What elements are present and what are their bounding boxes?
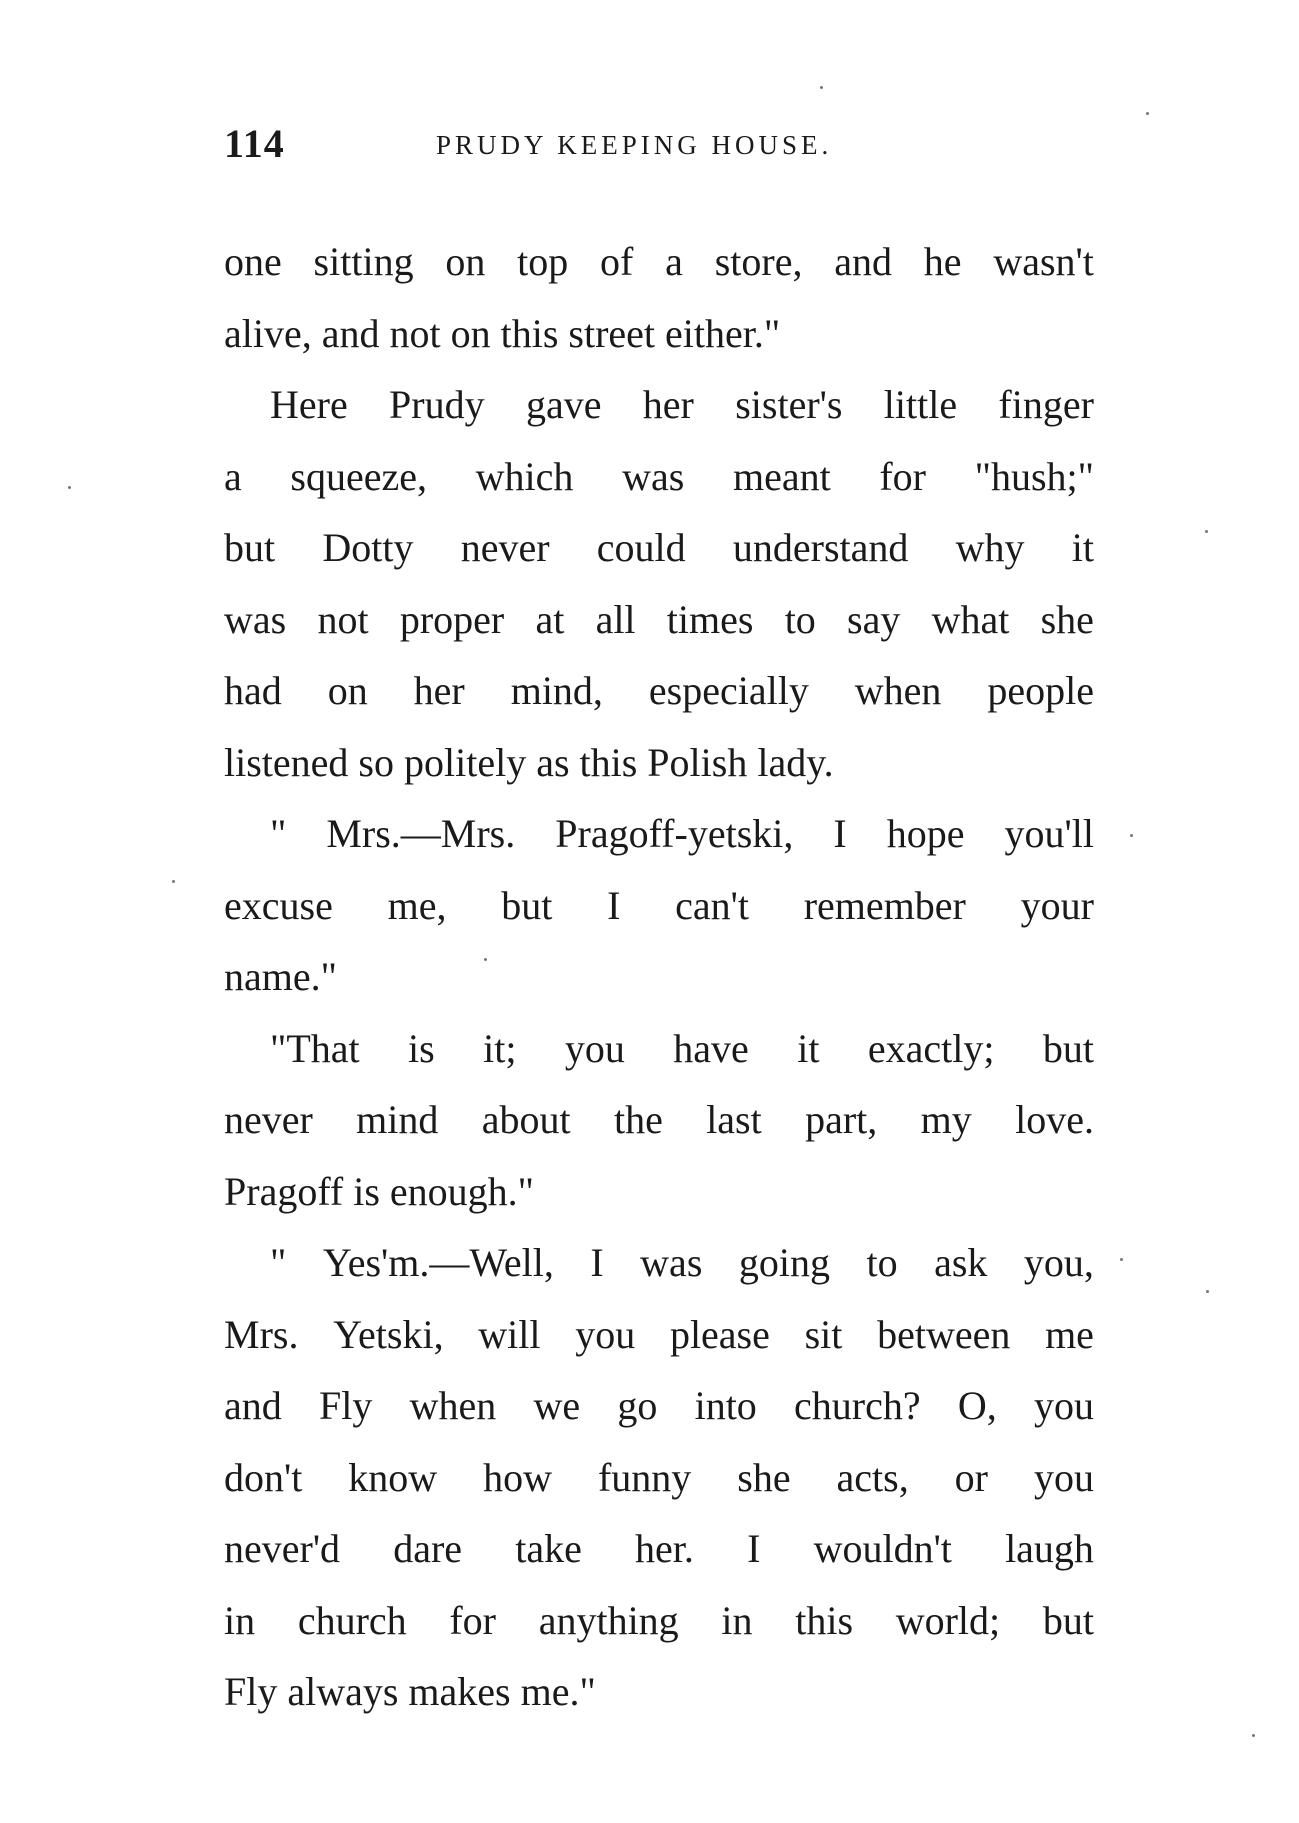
text-line: listened so politely as this Polish lady. — [224, 739, 834, 785]
scan-speck — [1206, 1290, 1209, 1293]
text-line: Mrs. Yetski, will you please sit between me — [224, 1311, 1094, 1357]
scan-speck — [1130, 834, 1133, 837]
text-line: excuse me, but I can't remember your — [224, 882, 1094, 928]
text-line: never'd dare take her. I wouldn't laugh — [224, 1526, 1094, 1571]
page-number: 114 — [224, 121, 285, 166]
text-line: Fly always makes me." — [224, 1669, 596, 1714]
body-text — [224, 226, 1094, 1728]
text-line: had on her mind, especially when people — [224, 668, 1094, 713]
scan-speck — [1205, 530, 1208, 533]
scan-speck — [484, 958, 487, 961]
text-line: don't know how funny she acts, or you — [224, 1454, 1094, 1500]
text-line: a squeeze, which was meant for "hush;" — [224, 453, 1094, 499]
scan-speck — [68, 486, 71, 489]
scan-speck — [1146, 112, 1149, 115]
scan-speck — [820, 86, 823, 89]
text-line: "That is it; you have it exactly; but — [270, 1025, 1094, 1071]
text-line: never mind about the last part, my love. — [224, 1097, 1094, 1142]
text-line: Here Prudy gave her sister's little finger — [270, 382, 1094, 427]
text-line: Pragoff is enough." — [224, 1168, 534, 1214]
text-line: alive, and not on this street either." — [224, 310, 781, 356]
scan-speck — [1252, 1734, 1255, 1737]
text-line: " Mrs.—Mrs. Pragoff-yetski, I hope you'll — [270, 811, 1094, 856]
text-line: name." — [224, 954, 337, 999]
text-line: was not proper at all times to say what she — [224, 596, 1094, 642]
running-head: PRUDY KEEPING HOUSE. — [436, 130, 833, 160]
text-line: and Fly when we go into church? O, you — [224, 1383, 1094, 1428]
text-line: in church for anything in this world; but — [224, 1597, 1094, 1643]
text-line: " Yes'm.—Well, I was going to ask you, — [270, 1240, 1094, 1285]
text-line: one sitting on top of a store, and he wasn't — [224, 239, 1094, 284]
scan-speck — [1120, 1258, 1123, 1261]
page-header — [224, 120, 1094, 180]
scan-speck — [172, 880, 175, 883]
text-line: but Dotty never could understand why it — [224, 525, 1094, 570]
